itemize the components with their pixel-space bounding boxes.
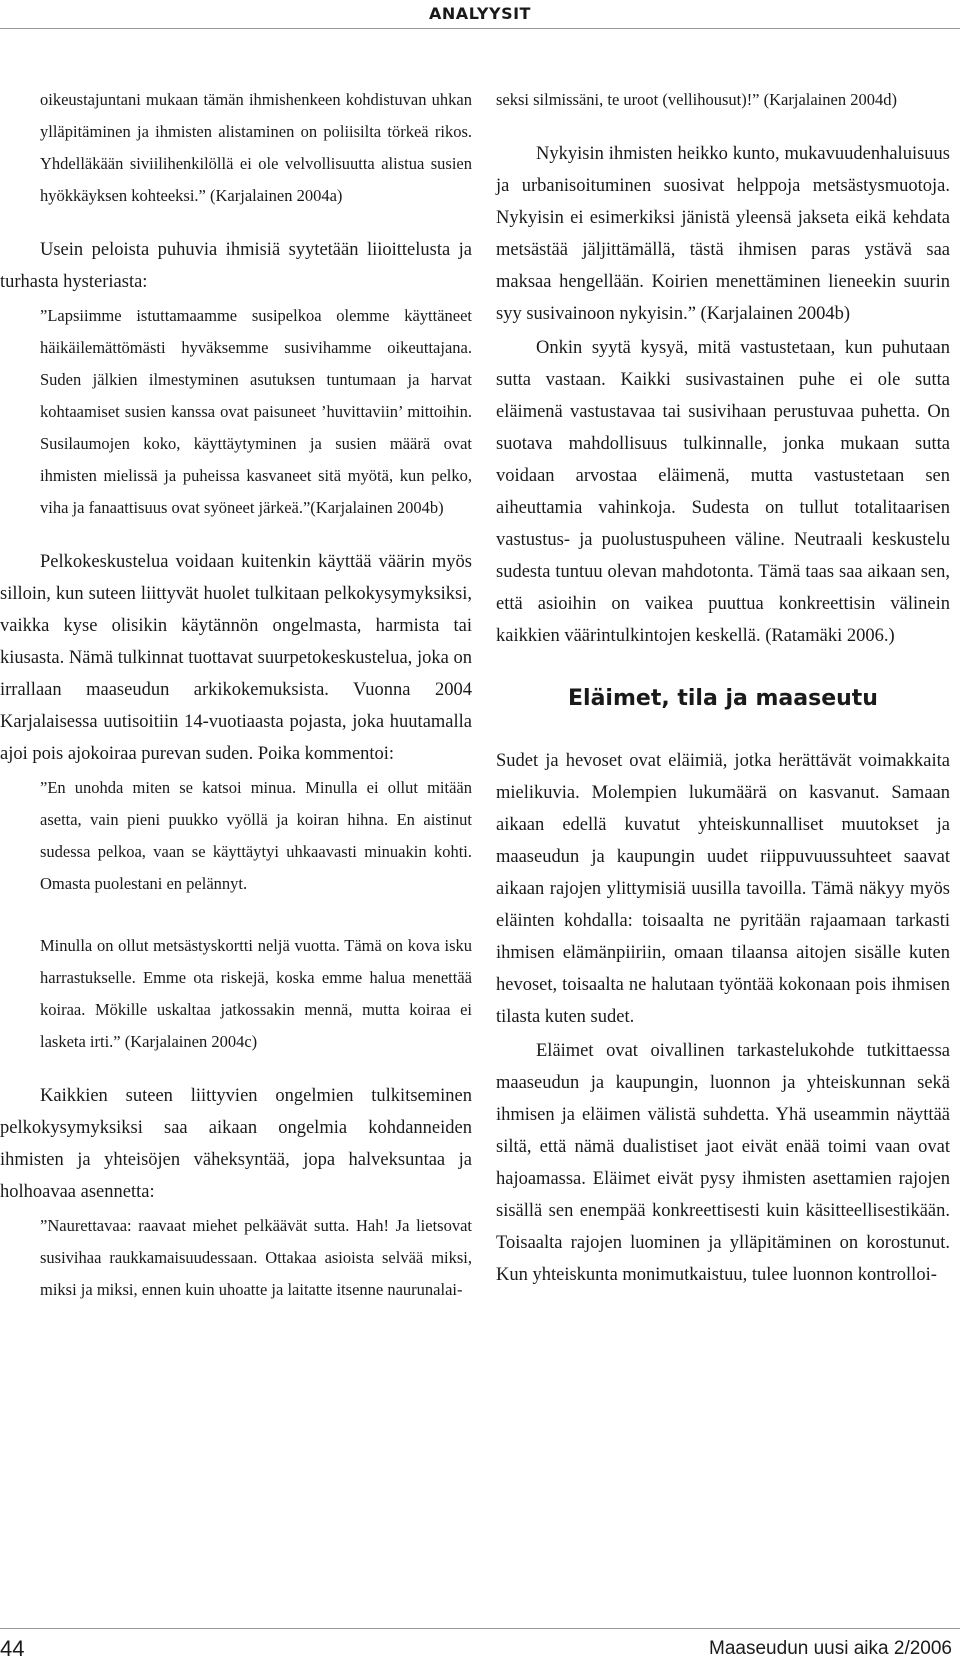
left-column bbox=[0, 84, 472, 1328]
body-paragraph: Sudet ja hevoset ovat eläimiä, jotka herättävät voimakkaita mielikuvia. Molempien lukumäärä on kasvanut. Samaan aikaan edellä kuvatut yhteiskunnalliset muutokset ja maaseudun ja kaupungin uudet riippuvuussuhteet saavat aikaan rajojen ylittymisiä uusilla tavoilla. Tämä näkyy myös eläinten kohdalla: toisaalta ne pyritään rajaamaan tarkasti ihmisen elämänpiiriin, omaan tilaansa aitojen sisälle kuten hevoset, toisaalta ne halutaan työntää kokonaan pois ihmisen tilasta kuten sudet. bbox=[496, 751, 950, 1027]
body-paragraph: Onkin syytä kysyä, mitä vastustetaan, kun puhutaan sutta vastaan. Kaikki susivastainen puhe ei ole sutta eläimenä vastustavaa tai susivihaan perustuvaa puhetta. On suotava mahdollisuus tulkinnalle, jonka mukaan sutta voidaan arvostaa eläimenä, mutta vastustetaan sen aiheuttamia vahinkoja. Sudesta on tullut totalitaarisen vastustus- ja puolustuspuheen väline. Neutraali keskustelu sudesta tuntuu olevan mahdotonta. Tämä taas saa aikaan sen, että asioihin on vaikea puuttua konkreettisin välinein kaikkien väärintulkintojen keskellä. (Ratamäki 2006.) bbox=[496, 338, 950, 646]
body-paragraph: Pelkokeskustelua voidaan kuitenkin käyttää väärin myös silloin, kun suteen liittyvät huolet tulkitaan pelkokysymyksiksi, vaikka kyse olisikin käytännön ongelmasta, harmista tai kiusasta. Nämä tulkinnat tuottavat suurpetokeskustelua, joka on irrallaan maaseudun arkikokemuksista. Vuonna 2004 Karjalaisessa uutisoitiin 14-vuotiaasta pojasta, joka huutamalla ajoi pois ajokoiraa purevan suden. Poika kommentoi: bbox=[0, 552, 472, 764]
page-number: 44 bbox=[0, 1636, 25, 1661]
section-label: ANALYYSIT bbox=[429, 4, 531, 23]
quote-paragraph: ”En unohda miten se katsoi minua. Minulla ei ollut mitään asetta, vain pieni puukko vyöllä ja koiran hihna. En aistinut sudessa pelkoa, vaan se käyttäytyi uhkaavasti minuakin kohti. Omasta puolestani en pelännyt. bbox=[40, 778, 472, 893]
quote-paragraph: ”Naurettavaa: raavaat miehet pelkäävät sutta. Hah! Ja lietsovat susivihaa raukkamaisuudessaan. Ottakaa asioista selvää miksi, miksi ja miksi, ennen kuin uhoatte ja laitatte itsenne naurunalai- bbox=[40, 1216, 472, 1299]
footer-rule bbox=[0, 1628, 960, 1629]
section-heading: Eläimet, tila ja maaseutu bbox=[568, 686, 878, 711]
body-paragraph: Nykyisin ihmisten heikko kunto, mukavuudenhaluisuus ja urbanisoituminen suosivat helppoja metsästysmuotoja. Nykyisin ei esimerkiksi jänistä yleensä jakseta eikä kehdata metsästää jäljittämällä, tästä ihmisen paras ystävä saa maksaa hengellään. Koirien menettäminen lieneekin suurin syy susivainoon nykyisin.” (Karjalainen 2004b) bbox=[496, 144, 950, 324]
quote-paragraph: ”Lapsiimme istuttamaamme susipelkoa olemme käyttäneet häikäilemättömästi hyväksemme susivihamme oikeuttajana. Suden jälkien ilmestyminen asutuksen tuntumaan ja harvat kohtaamiset susien kanssa ovat paisuneet ’huvittaviin’ mittoihin. Susilaumojen koko, käyttäytyminen ja susien määrä ovat ihmisten mielissä ja puheissa kasvaneet sitä myötä, kun pelko, viha ja fanaattisuus ovat syöneet järkeä.”(Karjalainen 2004b) bbox=[40, 306, 472, 517]
header-rule bbox=[0, 28, 960, 29]
body-paragraph: Usein peloista puhuvia ihmisiä syytetään liioittelusta ja turhasta hysteriasta: bbox=[0, 240, 472, 292]
quote-paragraph: Minulla on ollut metsästyskortti neljä vuotta. Tämä on kova isku harrastukselle. Emme ota riskejä, koska emme halua menettää koiraa. Mökille uskaltaa jatkossakin mennä, mutta koiraa ei lasketa irti.” (Karjalainen 2004c) bbox=[40, 936, 472, 1051]
quote-paragraph: oikeustajuntani mukaan tämän ihmishenkeen kohdistuvan uhkan ylläpitäminen ja ihmisten alistaminen on poliisilta törkeä rikos. Yhdelläkään siviilihenkilöllä ei ole velvollisuutta alistua susien hyökkäyksen kohteeksi.” (Karjalainen 2004a) bbox=[40, 90, 472, 205]
right-column bbox=[496, 84, 950, 1313]
quote-paragraph: seksi silmissäni, te uroot (vellihousut)!” (Karjalainen 2004d) bbox=[496, 90, 897, 109]
body-paragraph: Kaikkien suteen liittyvien ongelmien tulkitseminen pelkokysymyksiksi saa aikaan ongelmia kohdanneiden ihmisten ja yhteisöjen väheksyntää, jopa halveksuntaa ja holhoavaa asennetta: bbox=[0, 1086, 472, 1202]
journal-name: Maaseudun uusi aika 2/2006 bbox=[709, 1638, 952, 1659]
body-paragraph: Eläimet ovat oivallinen tarkastelukohde tutkittaessa maaseudun ja kaupungin, luonnon ja yhteiskunnan sekä ihmisen ja eläimen välistä suhdetta. Yhä useammin näyttää siltä, että nämä dualistiset jaot eivät enää toimi vaan ovat hajoamassa. Eläimet eivät pysy ihmisten asettamien rajojen sisällä sen enempää konkreettisesti kuin käsitteellisestikään. Toisaalta rajojen luominen ja ylläpitäminen on korostunut. Kun yhteiskunta monimutkaistuu, tulee luonnon kontrolloi- bbox=[496, 1041, 950, 1285]
